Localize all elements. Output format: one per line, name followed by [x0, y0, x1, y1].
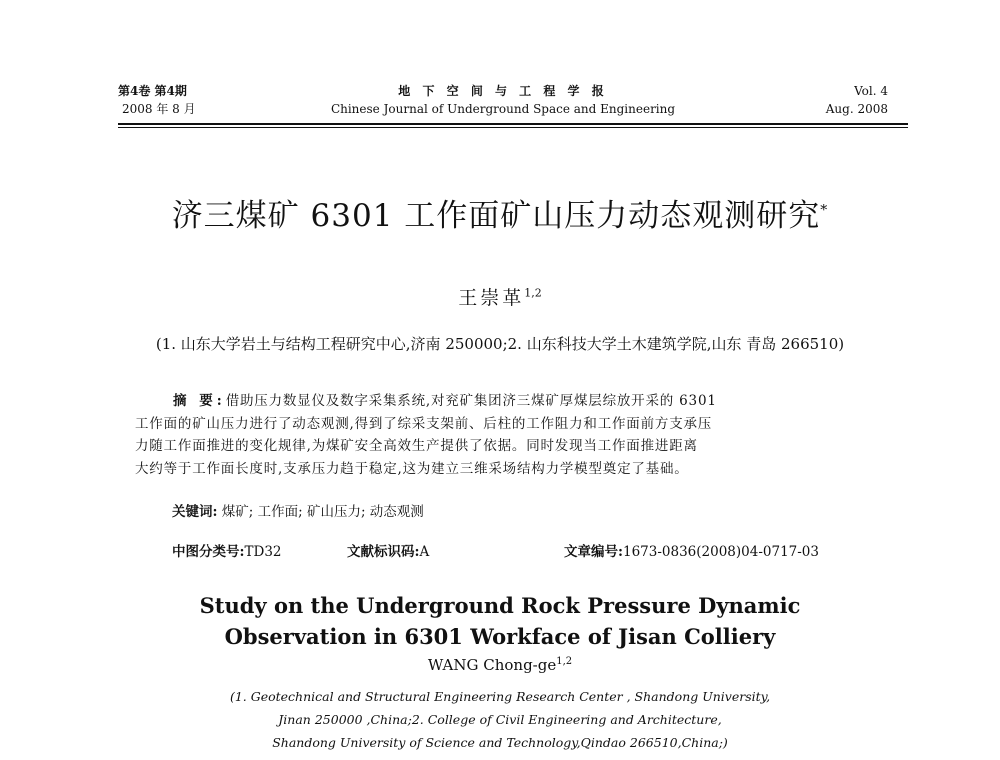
keywords-cn [172, 502, 872, 522]
paper-title-en [0, 590, 1000, 652]
title-footnote-mark: * [820, 202, 829, 219]
doc-code-value: A [419, 544, 430, 560]
header-rule-thin [118, 127, 908, 128]
journal-name-en: Chinese Journal of Underground Space and Engineering [330, 102, 676, 116]
clc-label: 中图分类号: [172, 544, 245, 560]
keywords-text: 煤矿; 工作面; 矿山压力; 动态观测 [217, 504, 424, 520]
affiliation-en-line: Shandong University of Science and Technology,Qindao 266510,China;) [272, 735, 728, 750]
abstract-line: 工作面的矿山压力进行了动态观测,得到了综采支架前、后柱的工作阻力和工作面前方支承压 [135, 415, 713, 432]
publication-date-en: Aug. 2008 [825, 102, 888, 116]
abstract-cn [135, 390, 865, 480]
abstract-line: 借助压力数显仪及数字采集系统,对兖矿集团济三煤矿厚煤层综放开采的 6301 [225, 393, 717, 409]
abstract-label: 摘 要: [173, 393, 226, 409]
author-en [0, 656, 1000, 674]
paper-title-cn-text: 济三煤矿 6301 工作面矿山压力动态观测研究 [171, 198, 821, 234]
volume-issue-cn: 第4卷 第4期 [118, 84, 187, 98]
header-right [826, 82, 888, 118]
author-en-name: WANG Chong-ge [427, 656, 557, 674]
article-number [564, 540, 819, 560]
classification-line [172, 540, 892, 562]
paper-title-en-line: Observation in 6301 Workface of Jisan Colliery [224, 624, 776, 649]
keywords-label: 关键词: [172, 504, 218, 520]
affiliation-en-line: (1. Geotechnical and Structural Engineering Research Center , Shandong University, [229, 689, 771, 704]
affiliation-en [0, 685, 1000, 754]
paper-title-cn [0, 190, 1000, 235]
abstract-line: 力随工作面推进的变化规律,为煤矿安全高效生产提供了依据。同时发现当工作面推进距离 [135, 438, 698, 454]
header-rule-thick [118, 123, 908, 125]
paper-title-en-line: Study on the Underground Rock Pressure Dynamic [199, 593, 801, 618]
document-code [347, 540, 429, 560]
journal-name-cn: 地 下 空 间 与 工 程 学 报 [398, 84, 608, 98]
volume-en: Vol. 4 [854, 84, 888, 98]
header-center [118, 82, 888, 118]
affiliation-en-line: Jinan 250000 ,China;2. College of Civil Engineering and Architecture, [278, 712, 722, 727]
article-number-value: 1673-0836(2008)04-0717-03 [622, 544, 819, 560]
author-cn-name: 王崇革 [458, 287, 525, 309]
publication-date-cn: 2008 年 8 月 [122, 102, 196, 116]
doc-code-label: 文献标识码: [347, 544, 420, 560]
author-cn-affil-mark: 1,2 [524, 286, 542, 300]
author-en-affil-mark: 1,2 [556, 656, 573, 667]
article-number-label: 文章编号: [564, 544, 623, 560]
clc-value: TD32 [244, 544, 282, 560]
journal-header [118, 82, 888, 124]
clc-number [172, 540, 282, 560]
abstract-line: 大约等于工作面长度时,支承压力趋于稳定,这为建立三维采场结构力学模型奠定了基础。 [135, 460, 689, 477]
affiliation-cn: (1. 山东大学岩土与结构工程研究中心,济南 250000;2. 山东科技大学土木建筑学院,山东 青岛 266510) [155, 335, 845, 353]
author-cn [0, 283, 1000, 310]
